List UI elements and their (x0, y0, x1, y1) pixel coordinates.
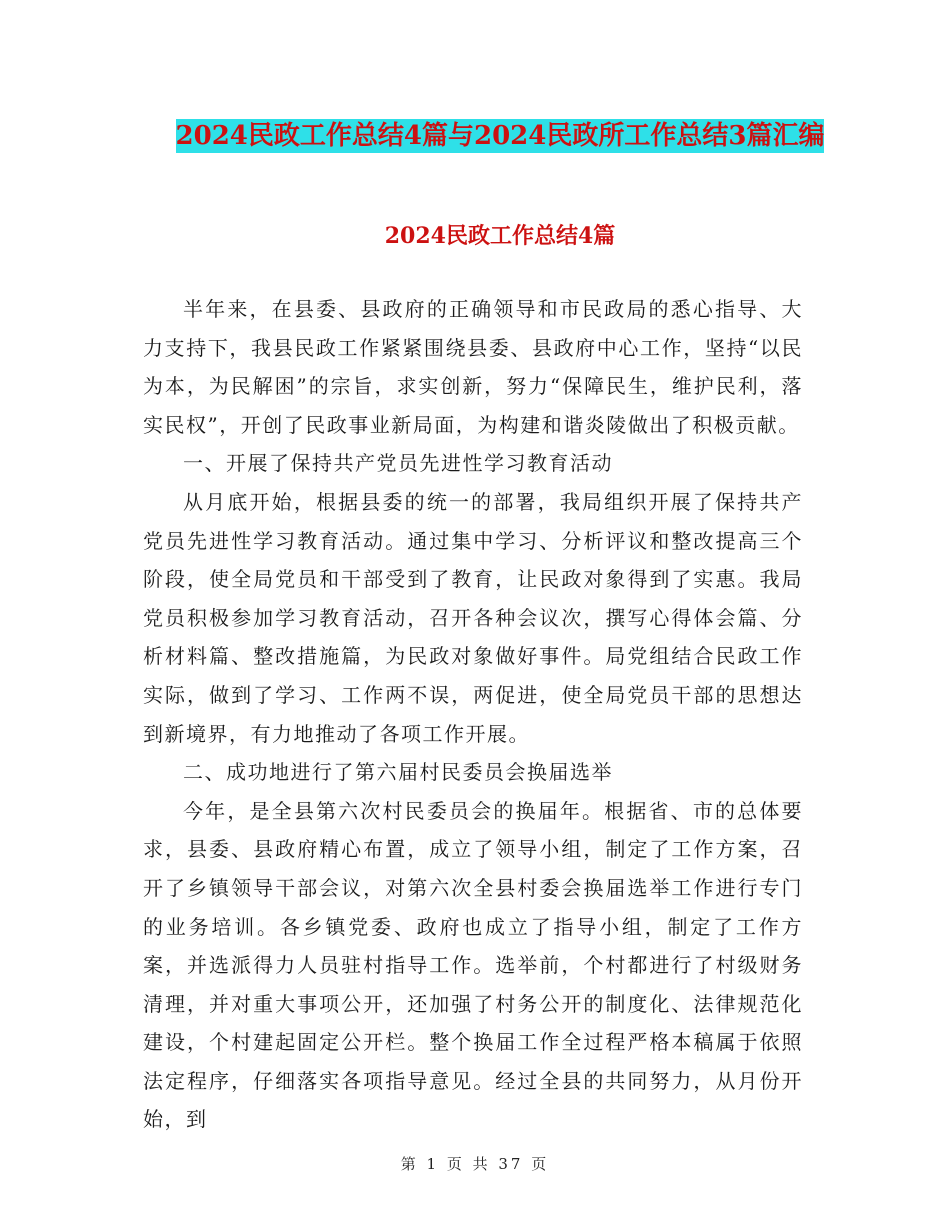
document-title (140, 112, 860, 160)
document-body (143, 290, 803, 1139)
paragraph-intro: 半年来，在县委、县政府的正确领导和市民政局的悉心指导、大力支持下，我县民政工作紧紧围绕县委、县政府中心工作，坚持“以民为本，为民解困”的宗旨，求实创新，努力“保障民生，维护民利，落实民权”，开创了民政事业新局面，为构建和谐炎陵做出了积极贡献。 (143, 297, 803, 437)
paragraph-two: 今年，是全县第六次村民委员会的换届年。根据省、市的总体要求，县委、县政府精心布置，成立了领导小组，制定了工作方案，召开了乡镇领导干部会议，对第六次全县村委会换届选举工作进行专门的业务培训。各乡镇党委、政府也成立了指导小组，制定了工作方案，并选派得力人员驻村指导工作。选举前，个村都进行了村级财务清理，并对重大事项公开，还加强了村务公开的制度化、法律规范化建设，个村建起固定公开栏。整个换届工作全过程严格本稿属于依照法定程序，仔细落实各项指导意见。经过全县的共同努力，从月份开始，到 (143, 798, 803, 1132)
document-title-text: 2024民政工作总结4篇与2024民政所工作总结3篇汇编 (175, 121, 825, 151)
section-title: 2024民政工作总结4篇 (384, 223, 616, 249)
paragraph-one: 从月底开始，根据县委的统一的部署，我局组织开展了保持共产党员先进性学习教育活动。通过集中学习、分析评议和整改提高三个阶段，使全局党员和干部受到了教育，让民政对象得到了实惠。我局党员积极参加学习教育活动，召开各种会议次，撰写心得体会篇、分析材料篇、整改措施篇，为民政对象做好事件。局党组结合民政工作实际，做到了学习、工作两不误，两促进，使全局党员干部的思想达到新境界，有力地推动了各项工作开展。 (143, 489, 803, 746)
page-footer: 第 1 页 共 37 页 (400, 1155, 550, 1173)
heading-two: 二、成功地进行了第六届村民委员会换届选举 (183, 760, 613, 785)
heading-one: 一、开展了保持共产党员先进性学习教育活动 (183, 451, 613, 476)
